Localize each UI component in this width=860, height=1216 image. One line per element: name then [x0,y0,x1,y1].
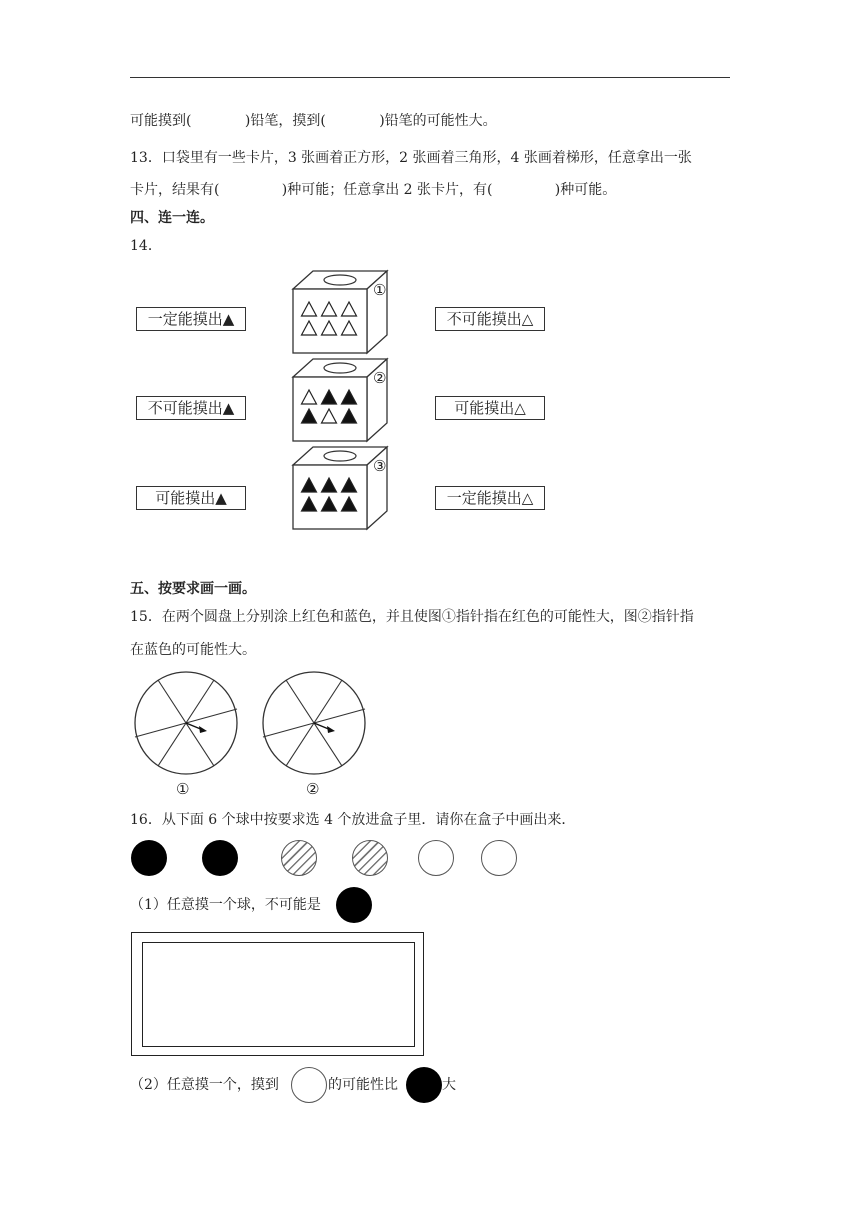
spinner-label-2: ② [306,780,320,798]
right-label-3[interactable]: 一定能摸出△ [435,486,545,510]
cube-box-1[interactable] [291,269,391,355]
white-ball[interactable] [481,840,517,876]
box-number: ① [373,281,387,299]
box-number: ② [373,369,387,387]
q16-part2-c: 大 [442,1077,456,1093]
right-label-2[interactable]: 可能摸出△ [435,396,545,420]
q16-text: 16．从下面 6 个球中按要求选 4 个放进盒子里．请你在盒子中画出来． [130,812,576,828]
q13-line1: 13．口袋里有一些卡片，3 张画着正方形，2 张画着三角形，4 张画着梯形，任意拿出一张 [130,150,692,166]
q16-part2-a: （2）任意摸一个，摸到 [130,1077,279,1093]
section4-heading: 四、连一连。 [130,210,214,226]
answer-box-1[interactable] [131,932,424,1056]
right-label-1[interactable]: 不可能摸出△ [435,307,545,331]
left-label-1[interactable]: 一定能摸出▲ [136,307,246,331]
black-ball[interactable] [131,840,167,876]
q15-line1: 15．在两个圆盘上分别涂上红色和蓝色，并且使图①指针指在红色的可能性大，图②指针指 [130,609,694,625]
q13-line2: 卡片，结果有( )种可能；任意拿出 2 张卡片，有( )种可能。 [130,182,617,198]
answer-box-1-inner [142,942,415,1047]
spinner-1[interactable] [133,670,239,776]
q15-line2: 在蓝色的可能性大。 [130,642,256,658]
q12-tail: 可能摸到( )铅笔，摸到( )铅笔的可能性大。 [130,113,497,129]
white-ball[interactable] [418,840,454,876]
black-ball[interactable] [202,840,238,876]
cube-box-2[interactable] [291,357,391,443]
white-ball-icon [291,1067,327,1103]
q16-part1: （1）任意摸一个球，不可能是 [130,897,321,913]
spinner-2[interactable] [261,670,367,776]
hatch-ball[interactable] [281,840,317,876]
spinner-label-1: ① [176,780,190,798]
cube-box-3[interactable] [291,445,391,531]
q14-number: 14． [130,238,162,254]
box-number: ③ [373,457,387,475]
header-rule [130,77,730,78]
left-label-3[interactable]: 可能摸出▲ [136,486,246,510]
black-ball-icon [406,1067,442,1103]
black-ball-icon [336,887,372,923]
q16-part2-b: 的可能性比 [328,1077,398,1093]
left-label-2[interactable]: 不可能摸出▲ [136,396,246,420]
section5-heading: 五、按要求画一画。 [130,581,256,597]
hatch-ball[interactable] [352,840,388,876]
